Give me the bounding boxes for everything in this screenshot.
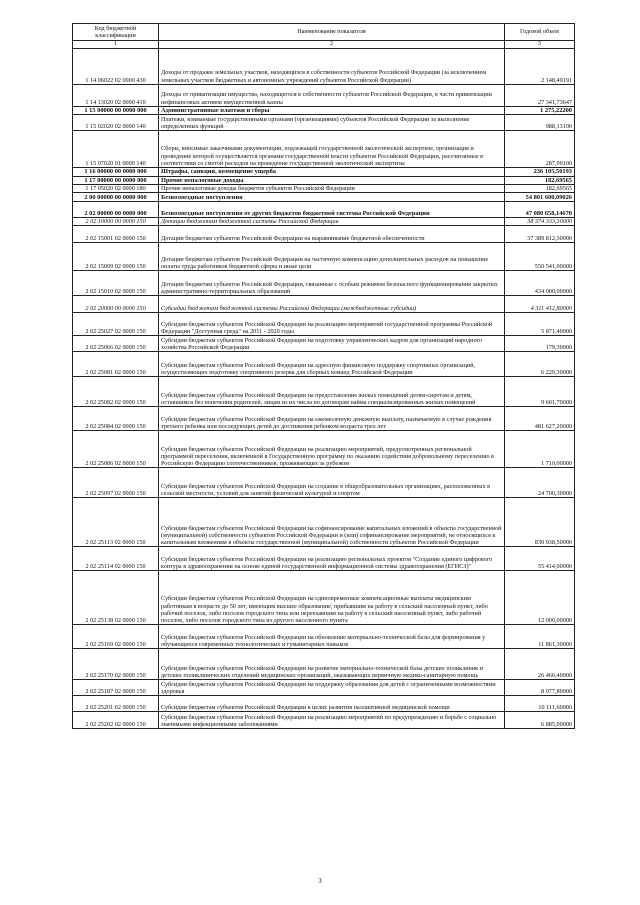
amount-cell: 24 700,30000 xyxy=(505,468,575,498)
table-row xyxy=(73,168,575,176)
amount-cell: 2 148,49191 xyxy=(505,49,575,85)
table-row xyxy=(73,407,575,431)
name-cell: Субсидии бюджетам субъектов Российской Федерации на реализацию региональных проектов "Создание единого цифрового контура в здравоохранении на основе единой государственной информационной системы здравоохранения (ЕГИСЗ)" xyxy=(159,547,505,571)
amount-cell: 287,09100 xyxy=(505,131,575,168)
name-cell: Субсидии бюджетам субъектов Российской Федерации на развитие материально-технической базы детских поликлиник и детских поликлинических отделений медицинских организаций, оказывающих первичную медико-санитарную помощь xyxy=(159,649,505,680)
table-row xyxy=(73,649,575,680)
amount-cell: 1 710,00000 xyxy=(505,431,575,468)
table-row xyxy=(73,85,575,107)
code-cell: 2 02 25113 02 0000 150 xyxy=(73,498,159,547)
code-cell: 2 02 15010 02 0000 150 xyxy=(73,271,159,296)
amount-cell: 26 466,40000 xyxy=(505,649,575,680)
name-cell: Субсидии бюджетам субъектов Российской Федерации на обновление материально-технической базы для формирования у обучающихся современных технологических и гуманитарных навыков xyxy=(159,625,505,649)
table-row xyxy=(73,547,575,571)
header-row xyxy=(73,24,575,41)
table-row xyxy=(73,115,575,131)
code-cell: 2 02 15009 02 0000 150 xyxy=(73,243,159,271)
code-cell: 1 16 00000 00 0000 000 xyxy=(73,168,159,176)
code-cell: 2 02 25084 02 0000 150 xyxy=(73,407,159,431)
code-cell: 2 02 00000 00 0000 000 xyxy=(73,202,159,218)
amount-cell: 236 105,50193 xyxy=(505,168,575,176)
code-cell: 2 02 25170 02 0000 150 xyxy=(73,649,159,680)
table-row xyxy=(73,712,575,729)
header-amount: Годовой объем xyxy=(505,24,575,41)
amount-cell: 481 627,20000 xyxy=(505,407,575,431)
page-number: 3 xyxy=(318,877,322,885)
name-cell: Дотации бюджетам субъектов Российской Федерации на выравнивание бюджетной обеспеченности xyxy=(159,226,505,243)
column-number-row xyxy=(73,41,575,49)
name-cell: Безвозмездные поступления от других бюджетов бюджетной системы Российской Федерации xyxy=(159,202,505,218)
name-cell: Субсидии бюджетам субъектов Российской Федерации на реализацию мероприятий, предусмотренных региональной программой переселения, включенной в Государственную программу по оказанию содействия добровольному переселению в Российскую Федерацию соотечественников, проживающих за рубежом xyxy=(159,431,505,468)
amount-cell: 55 414,00000 xyxy=(505,547,575,571)
name-cell: Субсидии бюджетам бюджетной системы Российской Федерации (межбюджетные субсидии) xyxy=(159,296,505,313)
table-row xyxy=(73,468,575,498)
table-row xyxy=(73,184,575,192)
revenue-table-container xyxy=(72,23,574,729)
code-cell: 1 14 06022 02 0000 430 xyxy=(73,49,159,85)
code-cell: 1 15 02020 02 0000 140 xyxy=(73,115,159,131)
amount-cell: 11 861,30000 xyxy=(505,625,575,649)
header-code: Код бюджетной классификации xyxy=(73,24,159,41)
code-cell: 2 02 25114 02 0000 150 xyxy=(73,547,159,571)
code-cell: 2 02 15001 02 0000 150 xyxy=(73,226,159,243)
table-row xyxy=(73,49,575,85)
code-cell: 2 02 25066 02 0000 150 xyxy=(73,336,159,352)
table-row xyxy=(73,498,575,547)
column-number-3: 3 xyxy=(505,41,575,49)
name-cell: Безвозмездные поступления xyxy=(159,193,505,202)
name-cell: Субсидии бюджетам субъектов Российской Федерации на поддержку образования для детей с ограниченными возможностями здоровья xyxy=(159,680,505,696)
amount-cell: 988,13100 xyxy=(505,115,575,131)
amount-cell: 6 885,00000 xyxy=(505,712,575,729)
code-cell: 2 02 25086 02 0000 150 xyxy=(73,431,159,468)
column-number-1: 1 xyxy=(73,41,159,49)
table-row xyxy=(73,680,575,696)
name-cell: Сборы, вносимые заказчиками документации, подлежащей государственной экологической экспертизе, организация и проведение которой осуществляется органами государственной власти субъектов Российской Федерации, рассчитанные в соответствии со сметой расходов на проведение государственной экологической экспертизы xyxy=(159,131,505,168)
name-cell: Субсидии бюджетам субъектов Российской Федерации на софинансирование капитальных вложений в объекты государственной (муниципальной) собственности субъектов Российской Федерации и (или) софинансирование мероприятий, не относящихся к капитальным вложениям в объекты государственной (муниципальной) собственности субъектов Российской Федерации xyxy=(159,498,505,547)
table-row xyxy=(73,243,575,271)
amount-cell: 54 801 600,09026 xyxy=(505,193,575,202)
name-cell: Субсидии бюджетам субъектов Российской Федерации на ежемесячную денежную выплату, назначаемую в случае рождения третьего ребенка или последующих детей до достижения ребенком возраста трех лет xyxy=(159,407,505,431)
name-cell: Административные платежи и сборы xyxy=(159,107,505,115)
code-cell: 1 17 00000 00 0000 000 xyxy=(73,176,159,184)
table-row xyxy=(73,625,575,649)
table-row xyxy=(73,696,575,712)
table-row xyxy=(73,193,575,202)
table-row xyxy=(73,226,575,243)
amount-cell: 5 871,40000 xyxy=(505,313,575,336)
amount-cell: 47 080 658,14670 xyxy=(505,202,575,218)
table-row xyxy=(73,202,575,218)
column-number-2: 2 xyxy=(159,41,505,49)
code-cell: 2 02 25027 02 0000 150 xyxy=(73,313,159,336)
table-row xyxy=(73,571,575,625)
code-cell: 2 02 25187 02 0000 150 xyxy=(73,680,159,696)
amount-cell: 182,69565 xyxy=(505,184,575,192)
amount-cell: 6 229,30000 xyxy=(505,352,575,377)
amount-cell: 9 601,70000 xyxy=(505,377,575,407)
name-cell: Платежи, взимаемые государственными органами (организациями) субъектов Российской Федерации за выполнение определенных функций xyxy=(159,115,505,131)
amount-cell: 10 111,60000 xyxy=(505,696,575,712)
table-row xyxy=(73,131,575,168)
code-cell: 2 02 25169 02 0000 150 xyxy=(73,625,159,649)
name-cell: Прочие неналоговые доходы бюджетов субъектов Российской Федерации xyxy=(159,184,505,192)
name-cell: Субсидии бюджетам субъектов Российской Федерации в целях развития паллиативной медицинской помощи xyxy=(159,696,505,712)
name-cell: Дотации бюджетам бюджетной системы Российской Федерации xyxy=(159,218,505,226)
code-cell: 2 02 10000 00 0000 150 xyxy=(73,218,159,226)
name-cell: Дотации бюджетам субъектов Российской Федерации, связанные с особым режимом безопасного функционирования закрытых административно-территориальных образований xyxy=(159,271,505,296)
code-cell: 2 02 25202 02 0000 150 xyxy=(73,712,159,729)
code-cell: 2 02 25138 02 0000 150 xyxy=(73,571,159,625)
name-cell: Прочие неналоговые доходы xyxy=(159,176,505,184)
name-cell: Субсидии бюджетам субъектов Российской Федерации на реализацию мероприятий государственной программы Российской Федерации "Доступная среда" на 2011 - 2020 годы xyxy=(159,313,505,336)
table-row xyxy=(73,336,575,352)
name-cell: Штрафы, санкции, возмещение ущерба xyxy=(159,168,505,176)
code-cell: 2 02 25097 02 0000 150 xyxy=(73,468,159,498)
amount-cell: 8 077,80000 xyxy=(505,680,575,696)
name-cell: Субсидии бюджетам субъектов Российской Федерации на создание в общеобразовательных организациях, расположенных в сельской местности, условий для занятий физической культурой и спортом xyxy=(159,468,505,498)
name-cell: Дотации бюджетам субъектов Российской Федерации на частичную компенсацию дополнительных расходов на повышение оплаты труда работников бюджетной сферы и иные цели xyxy=(159,243,505,271)
code-cell: 2 02 25082 02 0000 150 xyxy=(73,377,159,407)
amount-cell: 434 000,00000 xyxy=(505,271,575,296)
code-cell: 1 15 07020 01 0000 140 xyxy=(73,131,159,168)
code-cell: 2 00 00000 00 0000 000 xyxy=(73,193,159,202)
table-row xyxy=(73,377,575,407)
amount-cell: 1 275,22200 xyxy=(505,107,575,115)
code-cell: 2 02 25201 02 0000 150 xyxy=(73,696,159,712)
name-cell: Субсидии бюджетам субъектов Российской Федерации на предоставление жилых помещений детям-сиротам и детям, оставшимся без попечения родителей, лицам из их числа по договорам найма специализированных жилых помещений xyxy=(159,377,505,407)
code-cell: 1 15 00000 00 0000 000 xyxy=(73,107,159,115)
amount-cell: 27 341,73647 xyxy=(505,85,575,107)
table-row xyxy=(73,313,575,336)
table-row xyxy=(73,431,575,468)
amount-cell: 182,69565 xyxy=(505,176,575,184)
table-row xyxy=(73,218,575,226)
revenue-table xyxy=(72,23,575,729)
code-cell: 1 17 05020 02 0000 180 xyxy=(73,184,159,192)
name-cell: Субсидии бюджетам субъектов Российской Федерации на подготовку управленческих кадров для организаций народного хозяйства Российской Федерации xyxy=(159,336,505,352)
name-cell: Доходы от приватизации имущества, находящегося в собственности субъектов Российской Федерации, в части приватизации нефинансовых активов имущественной казны xyxy=(159,85,505,107)
amount-cell: 12 000,00000 xyxy=(505,571,575,625)
table-row xyxy=(73,352,575,377)
table-row xyxy=(73,271,575,296)
code-cell: 2 02 25081 02 0000 150 xyxy=(73,352,159,377)
amount-cell: 37 389 812,30000 xyxy=(505,226,575,243)
name-cell: Доходы от продажи земельных участков, находящихся в собственности субъектов Российской Федерации (за исключением земельных участков бюджетных и автономных учреждений субъектов Российской Федерации) xyxy=(159,49,505,85)
table-row xyxy=(73,296,575,313)
amount-cell: 38 374 333,30000 xyxy=(505,218,575,226)
header-name: Наименование показателя xyxy=(159,24,505,41)
amount-cell: 830 938,50000 xyxy=(505,498,575,547)
table-row xyxy=(73,176,575,184)
name-cell: Субсидии бюджетам субъектов Российской Федерации на реализацию мероприятий по предупреждению и борьбе с социально значимыми инфекционными заболеваниями xyxy=(159,712,505,729)
name-cell: Субсидии бюджетам субъектов Российской Федерации на единовременные компенсационные выплаты медицинским работникам в возрасте до 50 лет, имеющим высшее образование, прибывшим на работу в сельский населенный пункт, либо рабочий поселок, либо поселок городского типа или переехавшим на работу в сельский населенный пункт, либо рабочий поселок, либо поселок городского типа из другого населенного пункта xyxy=(159,571,505,625)
code-cell: 1 14 13020 02 0000 410 xyxy=(73,85,159,107)
amount-cell: 550 541,00000 xyxy=(505,243,575,271)
name-cell: Субсидии бюджетам субъектов Российской Федерации на адресную финансовую поддержку спортивных организаций, осуществляющих подготовку спортивного резерва для сборных команд Российской Федерации xyxy=(159,352,505,377)
amount-cell: 4 311 412,80000 xyxy=(505,296,575,313)
amount-cell: 179,30000 xyxy=(505,336,575,352)
table-row xyxy=(73,107,575,115)
code-cell: 2 02 20000 00 0000 150 xyxy=(73,296,159,313)
